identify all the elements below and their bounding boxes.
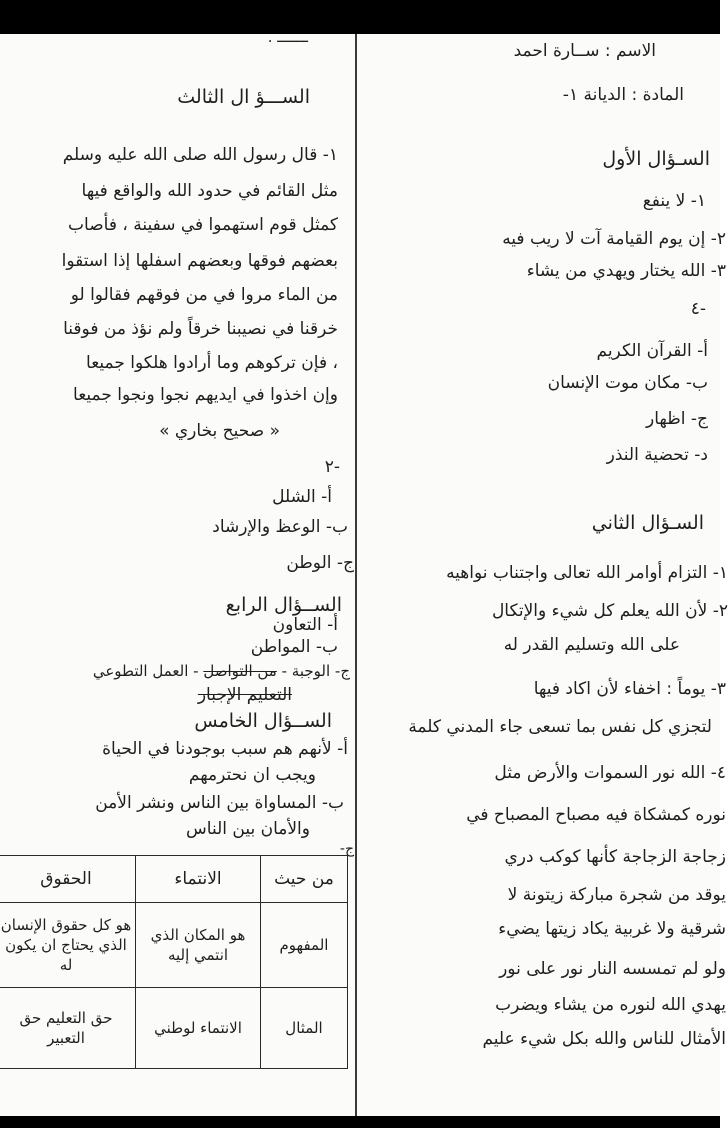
comparison-table — [0, 855, 348, 1069]
table-cell: الانتماء لوطني — [136, 988, 261, 1069]
q1-line-7: ج- اظهار — [646, 409, 708, 429]
q4-c-struck-line: التعليم الإجبار — [197, 685, 292, 705]
q2-line-10: شرقية ولا غربية يكاد زيتها يضيء — [498, 919, 726, 939]
q2-heading: السـؤال الثاني — [591, 512, 704, 534]
column-divider — [355, 34, 357, 1116]
q4-b: ب- المواطن — [250, 637, 338, 657]
q1-line-2: ٢- إن يوم القيامة آت لا ريب فيه — [502, 229, 726, 249]
q5-part-c: ج- — [339, 841, 354, 857]
q2-line-11: ولو لم تمسسه النار نور على نور — [499, 959, 726, 979]
q3-line-8: وإن اخذوا في ايديهم نجوا ونجوا جميعا — [73, 385, 338, 405]
table-header-cell: الانتماء — [136, 856, 261, 903]
q1-line-1: ١- لا ينفع — [642, 191, 706, 211]
q2-line-4: ٣- يوماً : اخفاء لأن اكاد فيها — [533, 679, 726, 699]
q1-line-4: ٤- — [690, 299, 706, 319]
q1-line-6: ب- مكان موت الإنسان — [547, 373, 708, 393]
q2-line-6: ٤- الله نور السموات والأرض مثل — [494, 763, 726, 783]
q2-line-12: يهدي الله لنوره من يشاء ويضرب — [495, 995, 726, 1015]
q1-heading: السـؤال الأول — [602, 148, 710, 170]
q3-line-3: كمثل قوم استهموا في سفينة ، فأصاب — [68, 215, 338, 235]
q5-line-1: أ- لأنهم هم سبب بوجودنا في الحياة — [102, 739, 348, 759]
table-cell: المفهوم — [261, 903, 348, 988]
q5-line-3: ب- المساواة بين الناس ونشر الأمن — [95, 793, 344, 813]
q3-line-5: من الماء مروا في من فوقهم فقالوا لو — [70, 285, 338, 305]
q4-c-prefix: ج- الوجبة - — [281, 662, 350, 680]
table-row — [0, 988, 348, 1069]
q4-heading: الســؤال الرابع — [225, 594, 342, 616]
q3-heading: الســـؤ ال الثالث — [177, 86, 310, 108]
table-header-cell: من حيث — [261, 856, 348, 903]
q2-line-13: الأمثال للناس والله بكل شيء عليم — [482, 1029, 726, 1049]
q1-line-3: ٣- الله يختار ويهدي من يشاء — [526, 261, 726, 281]
subject-line: المادة : الديانة ١- — [562, 85, 684, 105]
q3-part2-c: ج- الوطن — [286, 553, 354, 573]
q2-line-3: على الله وتسليم القدر له — [503, 635, 680, 655]
top-fragment-text: ـــــــ . — [267, 28, 308, 46]
q1-line-5: أ- القرآن الكريم — [596, 341, 708, 361]
q1-line-8: د- تحضية النذر — [606, 445, 708, 465]
q2-line-1: ١- التزام أوامر الله تعالى واجتناب نواهيه — [446, 563, 728, 583]
q5-line-4: والأمان بين الناس — [186, 819, 310, 839]
q3-line-6: خرقنا في نصيبنا خرقاً ولم نؤذ من فوقنا — [63, 319, 338, 339]
top-black-bar — [0, 0, 720, 34]
q3-line-2: مثل القائم في حدود الله والواقع فيها — [81, 181, 338, 201]
table-cell: هو المكان الذي انتمي إليه — [136, 903, 261, 988]
table-header-cell: الحقوق — [0, 856, 136, 903]
q3-part2-number: ٢- — [324, 457, 340, 477]
table-header-row — [0, 856, 348, 903]
q3-line-1: ١- قال رسول الله صلى الله عليه وسلم — [62, 145, 338, 165]
q4-c-suffix: - العمل التطوعي — [92, 662, 199, 680]
table-cell: هو كل حقوق الإنسان الذي يحتاج ان يكون له — [0, 903, 136, 988]
q4-a: أ- التعاون — [272, 615, 338, 635]
q5-heading: الســؤال الخامس — [194, 710, 332, 732]
q3-line-4: بعضهم فوقها وبعضهم اسفلها إذا استقوا — [61, 251, 338, 271]
q4-c-struck: من التواصل — [203, 662, 277, 680]
q5-line-2: ويجب ان نحترمهم — [188, 765, 316, 785]
table-cell: المثال — [261, 988, 348, 1069]
q2-line-5: لتجزي كل نفس بما تسعى جاء المدني كلمة — [408, 717, 712, 737]
q3-line-7: ، فإن تركوهم وما أرادوا هلكوا جميعا — [86, 353, 338, 373]
q4-c — [93, 660, 350, 682]
q2-line-2: ٢- لأن الله يعلم كل شيء والإتكال — [491, 601, 728, 621]
q3-part2-a: أ- الشلل — [272, 487, 332, 507]
student-name-line: الاسم : ســارة احمد — [513, 41, 656, 61]
q2-line-9: يوقد من شجرة مباركة زيتونة لا — [507, 885, 726, 905]
q2-line-7: نوره كمشكاة فيه مصباح المصباح في — [466, 805, 726, 825]
bottom-black-bar — [0, 1116, 720, 1128]
table-cell: حق التعليم حق التعبير — [0, 988, 136, 1069]
q2-line-8: زجاجة الزجاجة كأنها كوكب دري — [504, 847, 726, 867]
q3-part2-b: ب- الوعظ والإرشاد — [212, 517, 348, 537]
table-row — [0, 903, 348, 988]
q3-line-9: « صحيح بخاري » — [159, 421, 280, 441]
